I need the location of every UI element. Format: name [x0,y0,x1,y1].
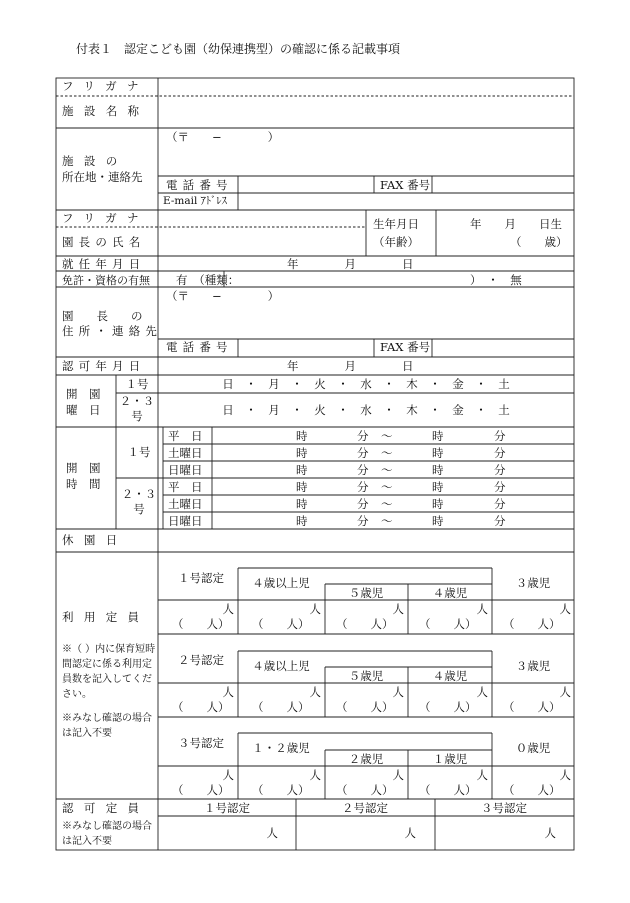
hour-4: 時 [296,480,308,494]
appointment-date-value: 年 月 日 [287,257,414,271]
hours-sunday-2: 日曜日 [168,514,203,528]
minute-3b: 分 [494,463,506,477]
approved-capacity-note: ※みなし確認の場合は記入不要 [62,821,152,847]
hours-weekday-1: 平 日 [168,429,203,443]
person-3a: 人 [222,768,234,782]
minute-5b: 分 [494,497,506,511]
birth-value: 年 月 日生 [470,217,562,231]
hours-saturday-2: 土曜日 [168,497,203,511]
age5-1: ５歳児 [348,586,384,600]
hour-2b: 時 [432,446,444,460]
hour-4b: 時 [432,480,444,494]
facility-name-label: 施設名称 [62,104,150,118]
person-2c: 人 [392,685,404,699]
paren-3e: （ 人） [503,783,561,797]
capacity-note-2: ※みなし確認の場合は記入不要 [62,713,152,739]
paren-1d: （ 人） [419,617,477,631]
hour-5b: 時 [432,497,444,511]
hour-6: 時 [296,514,308,528]
paren-1b: （ 人） [252,617,310,631]
person-2b: 人 [309,685,321,699]
hours-saturday-1: 土曜日 [168,446,203,460]
age1-3: １歳児 [432,752,468,766]
capacity-label: 利用定員 [62,610,150,624]
hour-5: 時 [296,497,308,511]
age4-1: ４歳児 [432,586,468,600]
hour-1: 時 [296,429,308,443]
hours-sunday-1: 日曜日 [168,463,203,477]
minute-2: 分 [357,446,369,460]
open-hours-label-2: 時 間 [66,477,101,491]
paren-1a: （ 人） [172,617,230,631]
minute-4: 分 [357,480,369,494]
approval-date-label: 認可年月日 [62,359,146,373]
person-1a: 人 [222,602,234,616]
paren-3b: （ 人） [252,783,310,797]
page-title: 付表１ 認定こども園（幼保連携型）の確認に係る記載事項 [76,42,401,56]
hour-6b: 時 [432,514,444,528]
hours-weekday-2: 平 日 [168,480,203,494]
facility-address-label-1: 施設の [62,154,128,168]
hour-3b: 時 [432,463,444,477]
facility-address-label-2: 所在地・連絡先 [62,170,143,184]
paren-3c: （ 人） [336,783,394,797]
paren-2a: （ 人） [172,700,230,714]
person-3d: 人 [476,768,488,782]
age0-3: ０歳児 [515,741,551,755]
birth-label-1: 生年月日 [373,217,419,231]
open-days-label-1: 開 園 [66,387,101,401]
minute-3: 分 [357,463,369,477]
open-hours-label-1: 開 園 [66,461,101,475]
age3-1: ３歳児 [515,576,551,590]
paren-3d: （ 人） [419,783,477,797]
principal-address-label-2: 住所・連絡先 [62,324,163,338]
days-no23-value: 日 ・ 月 ・ 火 ・ 水 ・ 木 ・ 金 ・ 土 [222,403,510,417]
facility-fax-label: FAX 番号 [380,178,431,192]
approval-date-value: 年 月 日 [287,359,414,373]
days-no1: １号 [125,377,149,391]
tilde-3: 〜 [381,463,393,477]
license-end: ） ・ 無 [470,273,522,287]
person-1c: 人 [392,602,404,616]
cert3-label: ３号認定 [178,736,224,750]
hour-2: 時 [296,446,308,460]
approved-cert1: １号認定 [204,801,250,815]
age5-2: ５歳児 [348,669,384,683]
paren-3a: （ 人） [172,783,230,797]
principal-phone-label: 電話番号 [166,340,233,354]
approved-person-3: 人 [544,826,556,840]
person-3b: 人 [309,768,321,782]
person-1e: 人 [559,602,571,616]
facility-phone-label: 電話番号 [166,178,233,192]
age4plus-1: ４歳以上児 [252,576,310,590]
principal-furigana-label: フリガナ [62,211,149,225]
age-value: （ 歳） [510,235,568,249]
tilde-2: 〜 [381,446,393,460]
person-3e: 人 [559,768,571,782]
days-no1-value: 日 ・ 月 ・ 火 ・ 水 ・ 木 ・ 金 ・ 土 [222,377,510,391]
approved-person-2: 人 [404,826,416,840]
minute-2b: 分 [494,446,506,460]
minute-6: 分 [357,514,369,528]
age3-2: ３歳児 [515,659,551,673]
principal-fax-label: FAX 番号 [380,340,431,354]
principal-postal: （〒 − ） [166,289,280,303]
hour-3: 時 [296,463,308,477]
closed-days-label: 休園日 [62,533,128,547]
appointment-date-label: 就任年月日 [62,257,146,271]
hours-no23-2: 号 [133,502,145,516]
minute-1: 分 [357,429,369,443]
birth-label-2: （年齢） [373,235,419,249]
tilde-5: 〜 [381,497,393,511]
approved-capacity-label: 認可定員 [62,801,150,815]
license-value: 有 （種類： [176,273,240,287]
furigana-label: フリガナ [62,79,149,93]
capacity-note-1: ※（ ）内に保育短時間認定に係る利用定員数を記入してください。 [62,644,156,700]
person-2e: 人 [559,685,571,699]
paren-2c: （ 人） [336,700,394,714]
principal-address-label-1: 園 長 の [62,309,143,323]
license-label: 免許・資格の有無 [62,274,150,287]
approved-cert3: ３号認定 [481,801,527,815]
hours-no1: １号 [127,445,151,459]
hours-no23-1: ２・３ [121,487,157,501]
minute-1b: 分 [494,429,506,443]
open-days-label-2: 曜 日 [66,403,101,417]
principal-name-label: 園長の氏名 [62,235,146,249]
person-2a: 人 [222,685,234,699]
facility-email-label: E-mail ｱﾄﾞﾚｽ [163,195,227,207]
person-1b: 人 [309,602,321,616]
age4-2: ４歳児 [432,669,468,683]
minute-6b: 分 [494,514,506,528]
tilde-1: 〜 [381,429,393,443]
approved-cert2: ２号認定 [342,801,388,815]
paren-2e: （ 人） [503,700,561,714]
age4plus-2: ４歳以上児 [252,659,310,673]
facility-postal: （〒 − ） [166,130,280,144]
approved-person-1: 人 [266,826,278,840]
hour-1b: 時 [432,429,444,443]
age2-3: ２歳児 [348,752,384,766]
days-no23-2: 号 [131,409,143,423]
days-no23-1: ２・３ [119,394,155,408]
person-2d: 人 [476,685,488,699]
minute-5: 分 [357,497,369,511]
paren-1c: （ 人） [336,617,394,631]
paren-1e: （ 人） [503,617,561,631]
person-3c: 人 [392,768,404,782]
paren-2d: （ 人） [419,700,477,714]
tilde-6: 〜 [381,514,393,528]
tilde-4: 〜 [381,480,393,494]
cert1-label: １号認定 [178,571,224,585]
cert2-label: ２号認定 [178,653,224,667]
paren-2b: （ 人） [252,700,310,714]
minute-4b: 分 [494,480,506,494]
age12-3: １・２歳児 [252,741,310,755]
person-1d: 人 [476,602,488,616]
